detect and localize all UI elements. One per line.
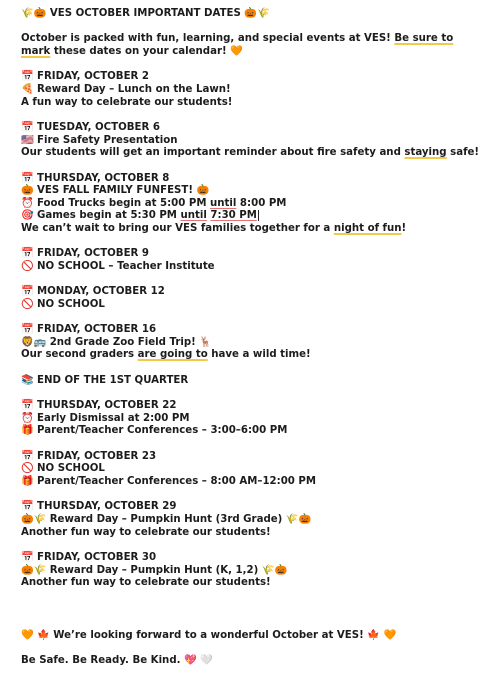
event-note: A fun way to celebrate our students! bbox=[21, 96, 233, 108]
calendar-icon: 📅 bbox=[21, 248, 34, 260]
calendar-icon: 📅 bbox=[21, 324, 34, 336]
wheat-icon: 🌾 bbox=[33, 564, 47, 576]
calendar-icon: 📅 bbox=[21, 450, 34, 462]
quarter-end: 📚 END OF THE 1ST QUARTER bbox=[21, 374, 189, 386]
alarm-clock-icon: ⏰ bbox=[21, 412, 34, 424]
orange-heart-icon: 🧡 bbox=[21, 629, 34, 641]
no-entry-icon: 🚫 bbox=[21, 298, 34, 310]
event-detail: ⏰ Food Trucks begin at 5:00 PM until 8:00 PM bbox=[21, 197, 287, 209]
gift-icon: 🎁 bbox=[21, 476, 34, 487]
event-note: Our second graders are going to have a wild time! bbox=[21, 349, 311, 361]
event-detail: 🎃🌾 Reward Day – Pumpkin Hunt (K, 1,2) 🌾🎃 bbox=[21, 564, 288, 576]
calendar-icon: 📅 bbox=[21, 121, 34, 133]
event-detail: 🎃🌾 Reward Day – Pumpkin Hunt (3rd Grade) 🌾🎃 bbox=[21, 513, 312, 525]
pumpkin-icon: 🎃 bbox=[298, 513, 312, 525]
orange-heart-icon: 🧡 bbox=[230, 45, 243, 57]
books-icon: 📚 bbox=[21, 374, 34, 386]
highlighted-text: Be sure to mark bbox=[21, 33, 454, 57]
pizza-icon: 🍕 bbox=[21, 83, 34, 95]
wheat-icon: 🌾 bbox=[33, 513, 47, 525]
event-date: 📅 MONDAY, OCTOBER 12 bbox=[21, 286, 165, 298]
closing-message: 🧡 🍁 We’re looking forward to a wonderful October at VES! 🍁 🧡 bbox=[21, 629, 397, 641]
flag-icon: 🇺🇸 bbox=[21, 134, 34, 146]
motto: Be Safe. Be Ready. Be Kind. 💖 🤍 bbox=[21, 654, 213, 666]
wheat-pumpkin-icons: 🌾🎃 bbox=[21, 8, 47, 19]
event-detail: 🎁 Parent/Teacher Conferences – 3:00–6:00 PM bbox=[21, 425, 288, 437]
pumpkin-icon: 🎃 bbox=[21, 513, 34, 525]
event-note: Another fun way to celebrate our students! bbox=[21, 526, 271, 538]
event-note: Another fun way to celebrate our students! bbox=[21, 577, 271, 589]
pink-heart-icon: 💖 bbox=[184, 654, 197, 666]
pumpkin-icon: 🎃 bbox=[196, 185, 210, 197]
pumpkin-icon: 🎃 bbox=[21, 185, 34, 197]
event-note: Our students will get an important reminder about fire safety and staying safe! bbox=[21, 147, 480, 159]
event-date: 📅 FRIDAY, OCTOBER 2 bbox=[21, 71, 150, 83]
wheat-icon: 🌾 bbox=[261, 564, 275, 576]
event-detail: 🎯 Games begin at 5:30 PM until 7:30 PM bbox=[21, 210, 257, 222]
event-date: 📅 FRIDAY, OCTOBER 30 bbox=[21, 551, 157, 563]
event-detail: 🇺🇸 Fire Safety Presentation bbox=[21, 134, 178, 146]
calendar-icon: 📅 bbox=[21, 400, 34, 412]
pumpkin-icon: 🎃 bbox=[21, 564, 34, 576]
bus-icon: 🚌 bbox=[33, 336, 47, 348]
event-date: 📅 TUESDAY, OCTOBER 6 bbox=[21, 121, 160, 133]
maple-leaf-icon: 🍁 bbox=[37, 629, 50, 641]
calendar-icon: 📅 bbox=[21, 71, 34, 83]
no-entry-icon: 🚫 bbox=[21, 463, 34, 475]
event-detail: 🎃 VES FALL FAMILY FUNFEST! 🎃 bbox=[21, 185, 210, 197]
calendar-icon: 📅 bbox=[21, 501, 34, 513]
orange-heart-icon: 🧡 bbox=[383, 629, 397, 641]
event-date: 📅 FRIDAY, OCTOBER 16 bbox=[21, 324, 157, 336]
pumpkin-icon: 🎃 bbox=[274, 564, 288, 576]
maple-leaf-icon: 🍁 bbox=[367, 629, 380, 641]
alarm-clock-icon: ⏰ bbox=[21, 197, 34, 209]
intro-paragraph: October is packed with fun, learning, and special events at VES! Be sure to mark these dates on your calendar! 🧡 bbox=[21, 33, 454, 57]
wheat-icon: 🌾 bbox=[285, 513, 299, 525]
event-date: 📅 THURSDAY, OCTOBER 22 bbox=[21, 400, 177, 412]
event-date: 📅 THURSDAY, OCTOBER 29 bbox=[21, 501, 177, 513]
event-detail: 🍕 Reward Day – Lunch on the Lawn! bbox=[21, 83, 231, 95]
target-icon: 🎯 bbox=[21, 210, 34, 222]
event-date: 📅 FRIDAY, OCTOBER 9 bbox=[21, 248, 150, 260]
no-entry-icon: 🚫 bbox=[21, 260, 34, 272]
event-detail: 🚫 NO SCHOOL bbox=[21, 463, 105, 475]
lion-icon: 🦁 bbox=[21, 336, 34, 348]
pumpkin-wheat-icons: 🎃🌾 bbox=[244, 8, 270, 19]
calendar-icon: 📅 bbox=[21, 551, 34, 563]
event-detail: 🎁 Parent/Teacher Conferences – 8:00 AM–12:00 PM bbox=[21, 476, 317, 487]
deer-icon: 🦌 bbox=[199, 336, 213, 348]
event-detail: 🚫 NO SCHOOL – Teacher Institute bbox=[21, 260, 215, 272]
event-date: 📅 THURSDAY, OCTOBER 8 bbox=[21, 172, 170, 184]
event-detail: ⏰ Early Dismissal at 2:00 PM bbox=[21, 412, 190, 424]
event-date: 📅 FRIDAY, OCTOBER 23 bbox=[21, 450, 157, 462]
page-title: 🌾🎃 VES OCTOBER IMPORTANT DATES 🎃🌾 bbox=[21, 8, 270, 19]
text-cursor[interactable]: 7:30 PM bbox=[210, 210, 257, 222]
event-detail: 🚫 NO SCHOOL bbox=[21, 298, 105, 310]
white-heart-icon: 🤍 bbox=[200, 654, 213, 666]
event-detail: 🦁🚌 2nd Grade Zoo Field Trip! 🦌 bbox=[21, 336, 213, 348]
event-note: We can’t wait to bring our VES families together for a night of fun! bbox=[21, 222, 407, 234]
calendar-icon: 📅 bbox=[21, 172, 34, 184]
calendar-icon: 📅 bbox=[21, 286, 34, 298]
gift-icon: 🎁 bbox=[21, 425, 34, 437]
